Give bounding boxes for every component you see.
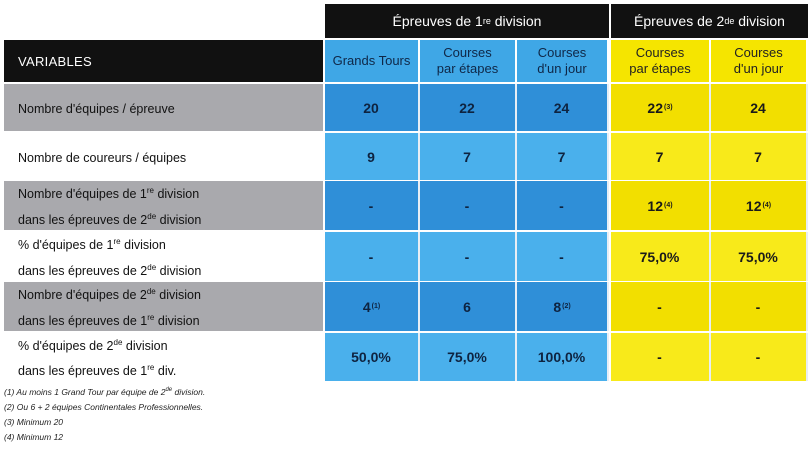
table-cell: -: [325, 181, 420, 230]
row-label: [4, 282, 323, 331]
column-header-d2-courses-par-etapes: Courses par étapes: [611, 40, 711, 82]
row-label-line: Nombre d'équipes / épreuve: [18, 102, 175, 117]
column-header-grands-tours: Grands Tours: [325, 40, 420, 82]
row-label: [4, 84, 323, 131]
group-header-second-division: Épreuves de 2 de division: [611, 4, 808, 38]
table-cell: 24: [517, 84, 609, 131]
table-cell: 75,0%: [420, 333, 517, 381]
table-cell: 7: [517, 133, 609, 180]
column-header-d1-courses-un-jour: Courses d'un jour: [517, 40, 609, 82]
row-label-line: Nombre de coureurs / équipes: [18, 151, 187, 166]
table-cell: 6: [420, 282, 517, 331]
table-cell: 50,0%: [325, 333, 420, 381]
row-label-line: dans les épreuves de 2de division: [18, 262, 202, 278]
row-label: [4, 181, 323, 230]
row-label-line: % d'équipes de 2de division: [18, 337, 168, 353]
table-cell: 75,0%: [711, 232, 808, 281]
row-label: [4, 333, 323, 381]
table-cell: -: [711, 333, 808, 381]
footnotes: [4, 383, 205, 445]
table-cell: 22 (3): [611, 84, 711, 131]
column-header-d2-courses-un-jour: Courses d'un jour: [711, 40, 808, 82]
table-row: [4, 181, 808, 230]
table-cell: -: [611, 282, 711, 331]
group-header-first-division: Épreuves de 1 re division: [325, 4, 609, 38]
table-cell: 22: [420, 84, 517, 131]
table-cell: 12 (4): [611, 181, 711, 230]
table-cell: 4 (1): [325, 282, 420, 331]
table-cell: 20: [325, 84, 420, 131]
table-row: [4, 84, 808, 131]
table-row: [4, 282, 808, 331]
row-label-line: dans les épreuves de 1re division: [18, 312, 200, 328]
row-label: [4, 232, 323, 281]
table-row: [4, 232, 808, 281]
table-cell: -: [420, 181, 517, 230]
table-cell: -: [517, 181, 609, 230]
row-label: [4, 133, 323, 180]
row-label-line: dans les épreuves de 2de division: [18, 211, 202, 227]
table-row: [4, 133, 808, 180]
table-cell: 8 (2): [517, 282, 609, 331]
table-cell: -: [611, 333, 711, 381]
variables-header: VARIABLES: [4, 40, 323, 82]
footnote: (4) Minimum 12: [4, 431, 64, 442]
table-cell: 7: [420, 133, 517, 180]
table-cell: 7: [611, 133, 711, 180]
table-cell: 24: [711, 84, 808, 131]
table-cell: 75,0%: [611, 232, 711, 281]
table-cell: -: [325, 232, 420, 281]
row-label-line: % d'équipes de 1re division: [18, 237, 166, 253]
table-cell: -: [711, 282, 808, 331]
row-label-line: Nombre d'équipes de 1re division: [18, 186, 200, 202]
table-cell: -: [517, 232, 609, 281]
column-header-d1-courses-par-etapes: Courses par étapes: [420, 40, 517, 82]
table-cell: -: [420, 232, 517, 281]
row-label-line: Nombre d'équipes de 2de division: [18, 287, 201, 303]
table-row: [4, 333, 808, 381]
footnote: (3) Minimum 20: [4, 416, 64, 427]
table-cell: 7: [711, 133, 808, 180]
footnote: (2) Ou 6 + 2 équipes Continentales Professionnelles.: [4, 401, 204, 412]
row-label-line: dans les épreuves de 1re div.: [18, 363, 177, 379]
footnote: (1) Au moins 1 Grand Tour par équipe de 2de division.: [4, 386, 206, 397]
table-cell: 12 (4): [711, 181, 808, 230]
table-cell: 9: [325, 133, 420, 180]
table-cell: 100,0%: [517, 333, 609, 381]
